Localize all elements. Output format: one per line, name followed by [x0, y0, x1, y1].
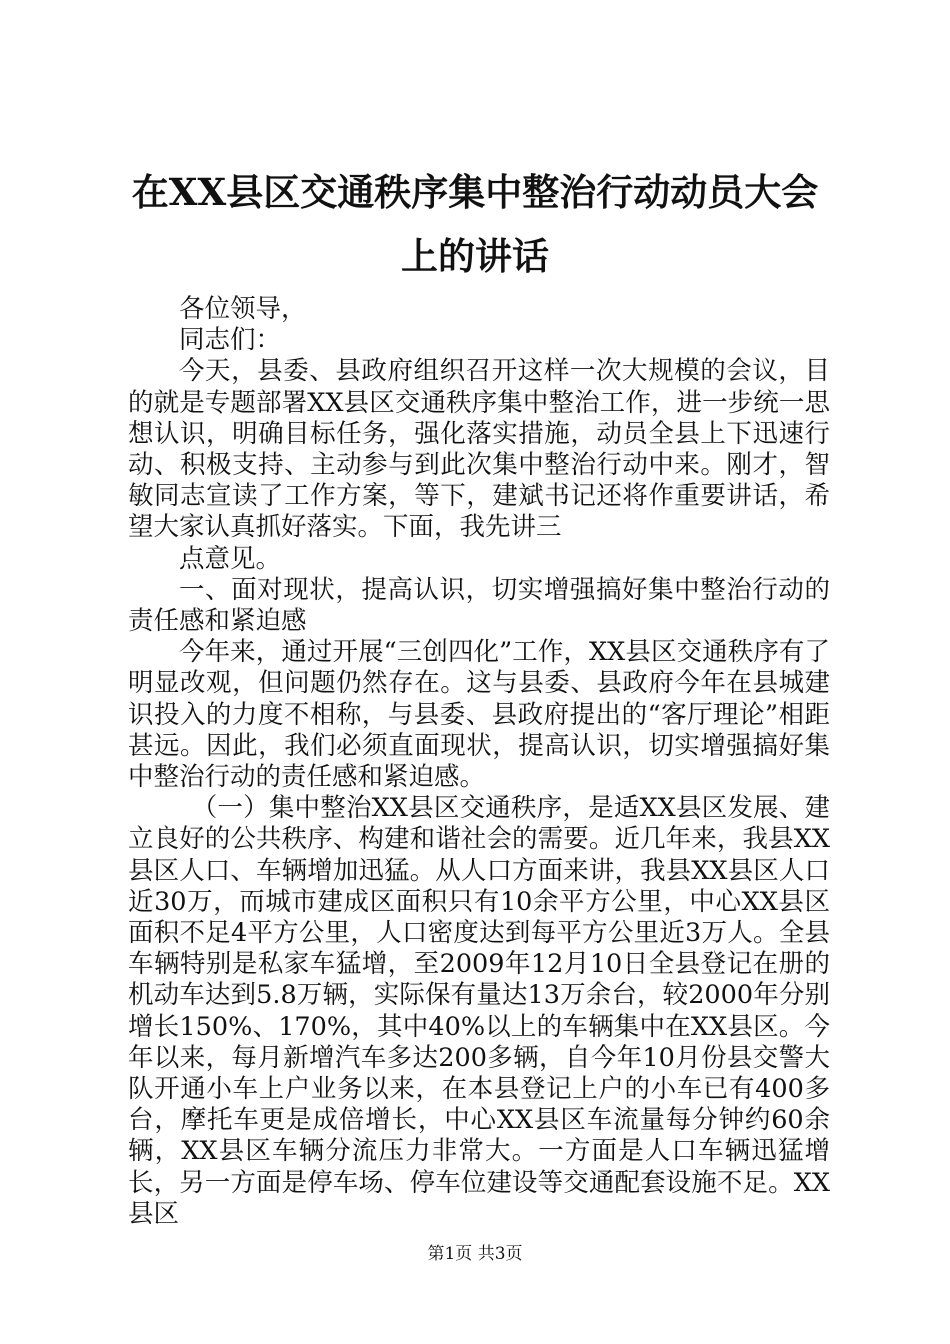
paragraph-salutation-2: 同志们： [179, 325, 282, 356]
document-body [128, 294, 830, 1230]
document-title: 在XX县区交通秩序集中整治行动动员大会上的讲话 [131, 170, 819, 278]
paragraph-salutation-1: 各位领导， [179, 294, 307, 324]
paragraph-current-status: 今年来，通过开展“三创四化”工作，XX县区交通秩序有了明显改观，但问题仍然存在。这与县委、县政府今年在县城建识投入的力度不相称，与县委、县政府提出的“客厅理论”相距甚远。因此，我们必须直面现状，提高认识，切实增强搞好集中整治行动的责任感和紧迫感。 [128, 637, 830, 793]
section-heading-1: 一、面对现状，提高认识，切实增强搞好集中整治行动的责任感和紧迫感 [128, 574, 830, 637]
paragraph-opening: 今天，县委、县政府组织召开这样一次大规模的会议，目的就是专题部署XX县区交通秩序集中整治工作，进一步统一思想认识，明确目标任务，强化落实措施，动员全县上下迅速行动、积极支持、主动参与到此次集中整治行动中来。刚才，智敏同志宣读了工作方案，等下，建斌书记还将作重要讲话，希望大家认真抓好落实。下面，我先讲三 [128, 356, 830, 543]
paragraph-opening-continued: 点意见。 [179, 543, 282, 574]
paragraph-subsection-1: （一）集中整治XX县区交通秩序，是适XX县区发展、建立良好的公共秩序、构建和谐社会的需要。近几年来，我县XX县区人口、车辆增加迅猛。从人口方面来讲，我县XX县区人口近30万，而城市建成区面积只有10余平方公里，中心XX县区面积不足4平方公里，人口密度达到每平方公里近3万人。全县车辆特别是私家车猛增，至2009年12月10日全县登记在册的机动车达到5.8万辆，实际保有量达13万余台，较2000年分别增长150%、170%，其中40%以上的车辆集中在XX县区。今年以来，每月新增汽车多达200多辆，自今年10月份县交警大队开通小车上户业务以来，在本县登记上户的小车已有400多台，摩托车更是成倍增长，中心XX县区车流量每分钟约60余辆，XX县区车辆分流压力非常大。一方面是人口车辆迅猛增长，另一方面是停车场、停车位建设等交通配套设施不足。XX县区 [128, 793, 830, 1229]
page-footer: 第1页 共3页 [427, 1244, 523, 1264]
